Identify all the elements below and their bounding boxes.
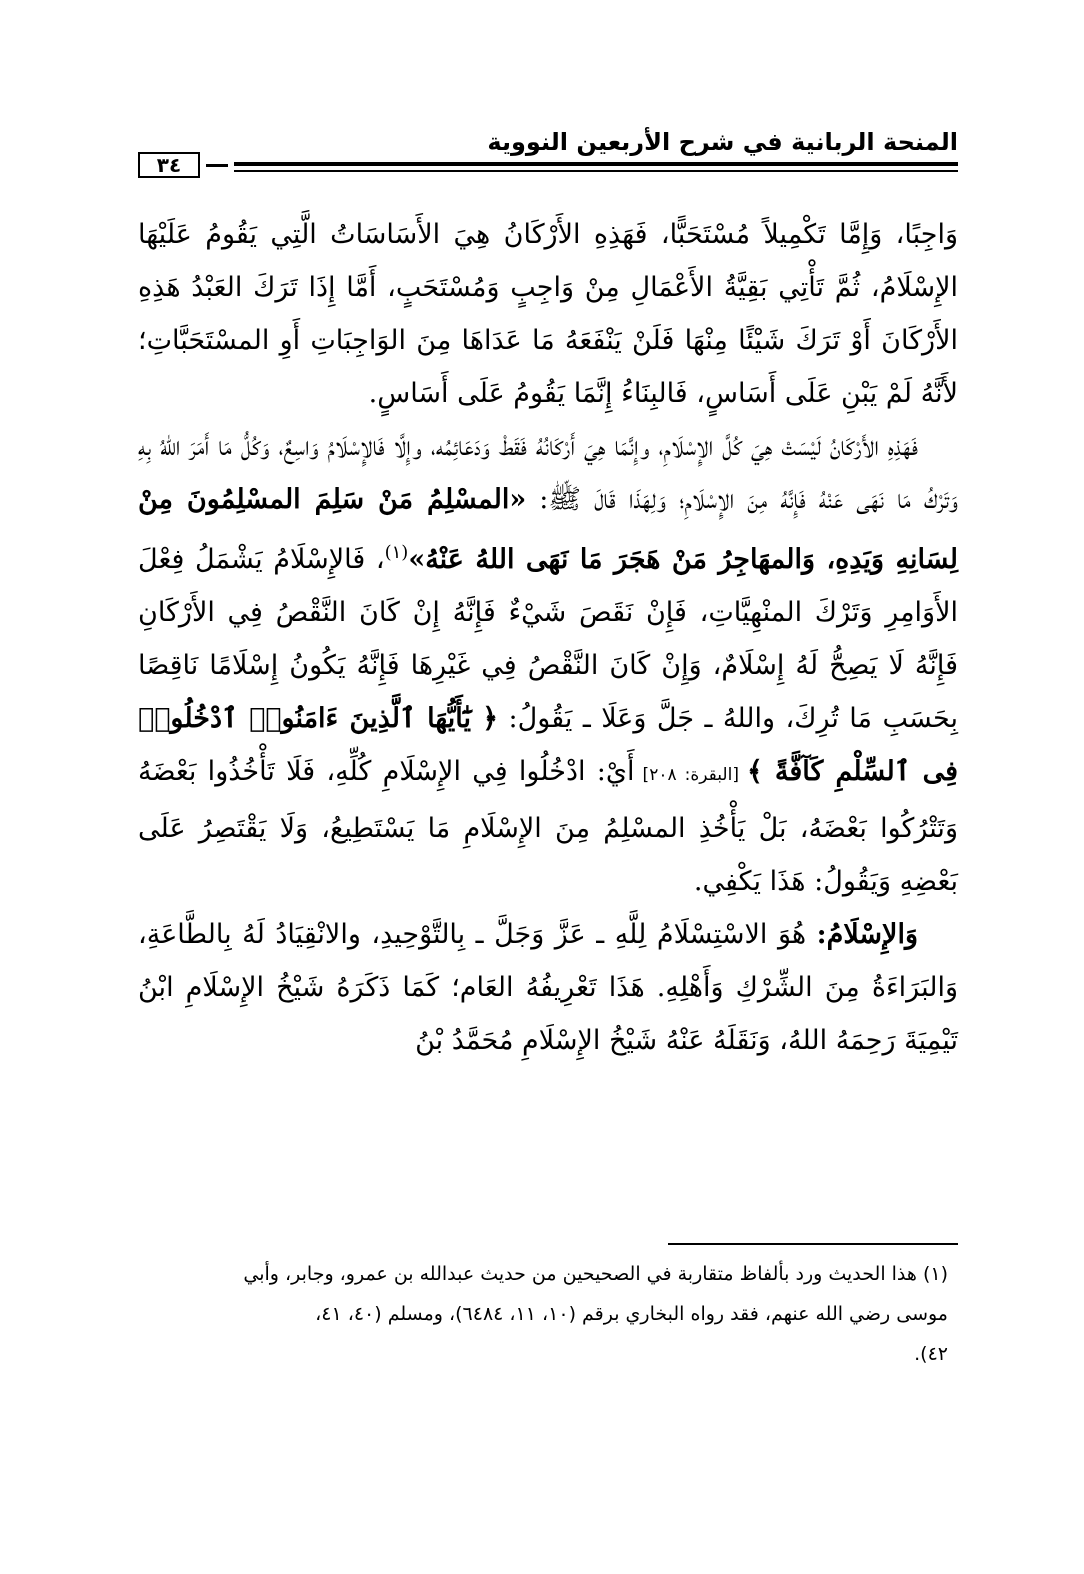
- header-rule-thick: [234, 162, 958, 166]
- paragraph-3-text: هُوَ الاسْتِسْلَامُ لِلَّهِ ـ عَزَّ وَجَلَّ ـ بِالتَّوْحِيدِ، والانْقِيَادُ لَهُ بِالطَّاعَةِ، وَالبَرَاءَةُ مِنَ الشِّرْكِ وَأَهْلِهِ. هَذَا تَعْرِيفُهُ العَام؛ كَمَا ذَكَرَهُ شَيْخُ الإِسْلَامِ ابْنُ تَيْمِيَةَ رَحِمَهُ اللهُ، وَنَقَلَهُ عَنْهُ شَيْخُ الإِسْلَامِ مُحَمَّدُ بْنُ: [138, 919, 958, 1056]
- footnote-marker: (١): [384, 542, 409, 563]
- paragraph-2-intro: فَهَذِهِ الأَرْكَانُ لَيْسَتْ هِيَ كُلَّ الإِسْلَامِ، وإِنَّمَا هِيَ أَرْكَانُهُ فَقَطْ وَدَعَائِمُه، وإِلَّا فَالإِسْلَامُ وَاسِعٌ، وَكُلُّ مَا أَمَرَ اللهُ بِهِ وَتَرْكُ مَا نَهَى عَنْهُ فَإِنَّهُ مِنَ الإِسْلَامِ؛ وَلِهَذَا قَالَ ﷺ:: [138, 431, 958, 515]
- page-header: [138, 128, 958, 180]
- definition-term: وَالإِسْلَامُ:: [816, 919, 918, 950]
- paragraph-3: [138, 908, 958, 1067]
- footnote-line-3: ٤٢).: [914, 1343, 948, 1365]
- paragraph-2-middle: ، فَالإِسْلَامُ يَشْمَلُ فِعْلَ الأَوَامِرِ وَتَرْكَ المنْهِيَّاتِ، فَإِنْ نَقَصَ شَيْءٌ فَإِنَّهُ إِنْ كَانَ النَّقْصُ فِي الأَرْكَانِ فَإِنَّهُ لَا يَصِحُّ لَهُ إِسْلَامٌ، وَإِنْ كَانَ النَّقْصُ فِي غَيْرِهَا فَإِنَّهُ يَكُونُ إِسْلَامًا نَاقِصًا بِحَسَبِ مَا تُرِكَ، واللهُ ـ جَلَّ وَعَلَا ـ يَقُولُ:: [138, 544, 958, 734]
- quran-reference: [البقرة: ٢٠٨]: [634, 765, 748, 785]
- footnote-line-1: (١) هذا الحديث ورد بألفاظ متقاربة في الصحيحين من حديث عبدالله بن عمرو، وجابر، وأبي: [243, 1263, 948, 1285]
- footnote-line-2: موسى رضي الله عنهم، فقد رواه البخاري برقم (١٠، ١١، ٦٤٨٤)، ومسلم (٤٠، ٤١،: [315, 1303, 948, 1325]
- page-number: ٣٤: [138, 152, 200, 178]
- main-text: [138, 208, 958, 1067]
- footnotes: [138, 1254, 948, 1374]
- paragraph-1: وَاجِبًا، وَإِمَّا تَكْمِيلاً مُسْتَحَبًّا، فَهَذِهِ الأَرْكَانُ هِيَ الأَسَاسَاتُ الَّتِي يَقُومُ عَلَيْهَا الإِسْلَامُ، ثُمَّ تَأْتِي بَقِيَّةُ الأَعْمَالِ مِنْ وَاجِبٍ وَمُسْتَحَبٍ، أَمَّا إِذَا تَرَكَ العَبْدُ هَذِهِ الأَرْكَانَ أَوْ تَرَكَ شَيْئًا مِنْهَا فَلَنْ يَنْفَعَهُ مَا عَدَاهَا مِنَ الوَاجِبَاتِ أَوِ المسْتَحَبَّاتِ؛ لأَنَّهُ لَمْ يَبْنِ عَلَى أَسَاسٍ، فَالبِنَاءُ إِنَّمَا يَقُومُ عَلَى أَسَاسٍ.: [138, 219, 958, 409]
- header-dash: [206, 164, 228, 167]
- footnote-separator: [668, 1243, 958, 1245]
- running-title: المنحة الربانية في شرح الأربعين النووية: [487, 128, 958, 156]
- header-rule-thin: [234, 170, 958, 172]
- paragraph-2: [138, 420, 958, 908]
- paragraph-2-end: أَيْ: ادْخُلُوا فِي الإِسْلَامِ كُلِّهِ، فَلَا تَأْخُذُوا بَعْضَهُ وَتَتْرُكُوا بَعْضَهُ، بَلْ يَأْخُذِ المسْلِمُ مِنَ الإِسْلَامِ مَا يَسْتَطِيعُ، وَلَا يَقْتَصِرُ عَلَى بَعْضِهِ وَيَقُولُ: هَذَا يَكْفِي.: [138, 756, 958, 897]
- quran-verse: ﴿ يَٰٓأَيُّهَا ٱلَّذِينَ ءَامَنُوا۟ ٱدْخُلُوا۟ فِى ٱلسِّلْمِ كَآفَّةً ﴾: [138, 703, 958, 787]
- hadith-quote: «المسْلِمُ مَنْ سَلِمَ المسْلِمُونَ مِنْ لِسَانِهِ وَيَدِهِ، وَالمهَاجِرُ مَنْ هَجَرَ مَا نَهَى اللهُ عَنْهُ»: [138, 484, 958, 575]
